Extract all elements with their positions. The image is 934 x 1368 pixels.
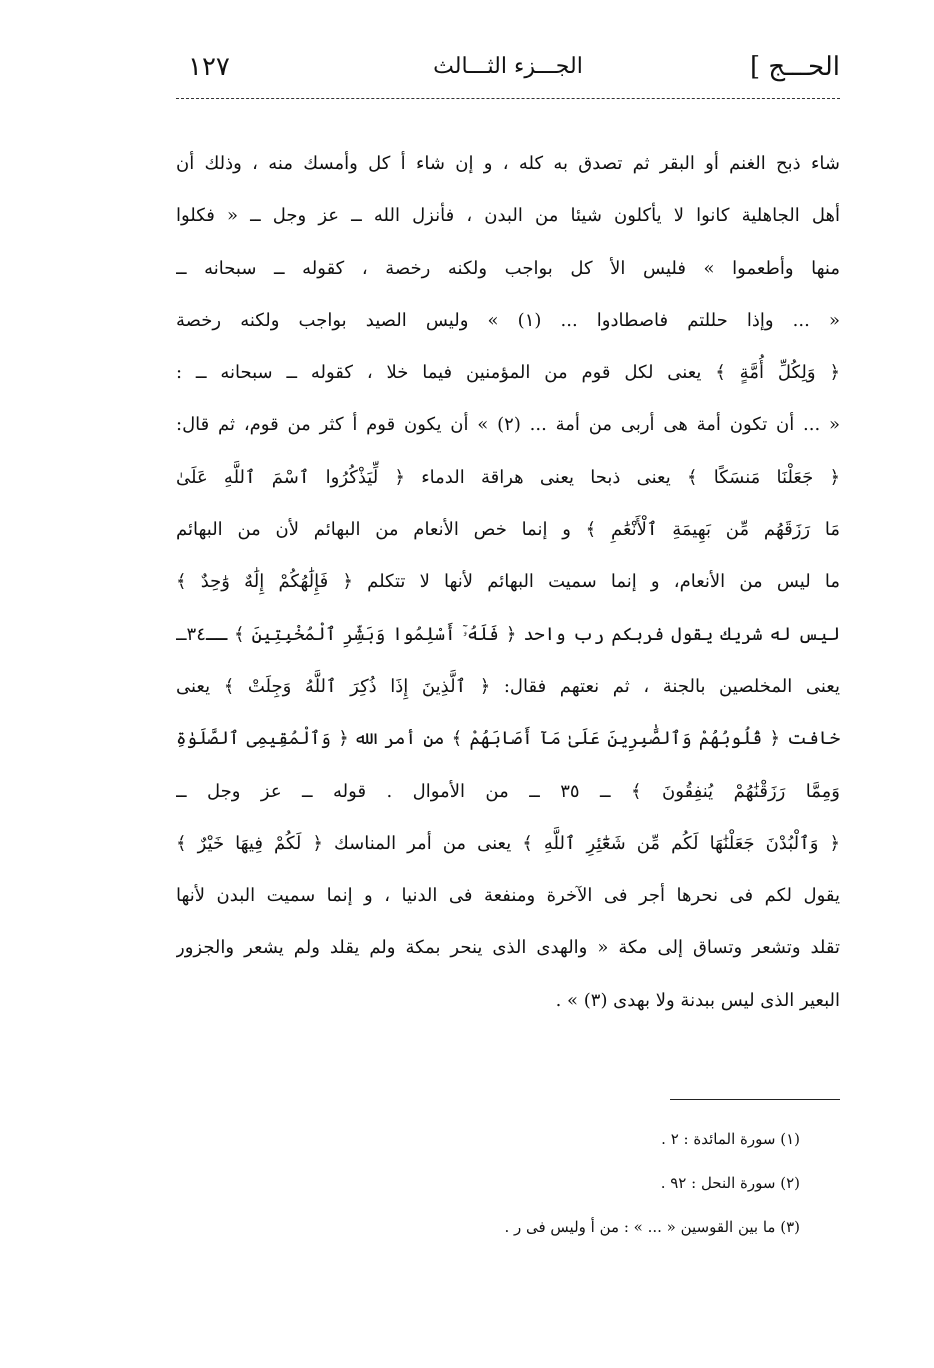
text-line: ﴿ وَلِكُلِّ أُمَّةٍ ﴾ يعنى لكل قوم من المؤمنين فيما خلا ، كقوله ــ سبحانه ــ : bbox=[176, 362, 840, 384]
text-line: ليس له شريك يقول فربكم رب واحد ﴿ فَلَهُۥٓ أَسْلِمُوا وَبَشِّرِ ٱلْمُخْبِتِينَ ﴾ ــ٣٤ــ bbox=[176, 623, 840, 645]
footnotes bbox=[300, 1124, 800, 1256]
text-line: تقلد وتشعر وتساق إلى مكة « والهدى الذى ينحر بمكة ولم يقلد ولم يشعر والجزور bbox=[176, 937, 840, 959]
text-line: شاء ذبح الغنم أو البقر ثم تصدق به كله ، و إن شاء أ كل وأمسك منه ، وذلك أن bbox=[176, 153, 840, 174]
footnote: (٣) ما بين القوسين « ... » : من أ وليس فى ر . bbox=[504, 1218, 800, 1236]
text-line: يعنى المخلصين بالجنة ، ثم نعتهم فقال: ﴿ ٱلَّذِينَ إِذَا ذُكِرَ ٱللَّهُ وَجِلَتْ ﴾ يعنى bbox=[176, 675, 840, 697]
text-line: البعير الذى ليس ببدنة ولا بهدى (٣) » . bbox=[555, 989, 840, 1011]
footnote: (٢) سورة النحل : ٩٢ . bbox=[660, 1174, 800, 1192]
text-line: خافت ﴿ قُلُوبُهُمْ وَٱلصَّٰبِرِينَ عَلَىٰ مَآ أَصَابَهُمْ ﴾ من أمر الله ﴿ وَٱلْمُقِيمِى ٱلصَّلَوٰةِ bbox=[176, 728, 840, 750]
text-line: ﴿ جَعَلْنَا مَنسَكًا ﴾ يعنى ذبحا يعنى هراقة الدماء ﴿ لِّيَذْكُرُوا ٱسْمَ ٱللَّهِ عَلَىٰ bbox=[176, 466, 840, 488]
volume-title: الجـــزء الثـــالث bbox=[433, 54, 583, 79]
footnote-divider bbox=[670, 1099, 840, 1100]
footnote: (١) سورة المائدة : ٢ . bbox=[661, 1130, 800, 1148]
text-line: ﴿ وَٱلْبُدْنَ جَعَلْنَٰهَا لَكُم مِّن شَعَٰٓئِرِ ٱللَّهِ ﴾ يعنى من أمر المناسك ﴿ لَكُمْ فِيهَا خَيْرٌ ﴾ bbox=[176, 832, 840, 854]
section-title: الحـــج ] bbox=[750, 52, 840, 82]
header-divider bbox=[176, 98, 840, 99]
text-line: منها وأطعموا » فليس الأ كل بواجب ولكنه رخصة ، كقوله ــ سبحانه ــ bbox=[176, 257, 840, 279]
text-line: « ... أن تكون أمة هى أربى من أمة ... (٢) » أن يكون قوم أ كثر من قوم، ثم قال: bbox=[176, 414, 840, 436]
text-line: مَا رَزَقَهُم مِّن بَهِيمَةِ ٱلْأَنْعَٰمِ ﴾ و إنما خص الأنعام من البهائم لأن من البهائم bbox=[176, 519, 840, 541]
main-text bbox=[176, 138, 840, 1027]
text-line: « ... وإذا حللتم فاصطادوا ... (١) » وليس الصيد بواجب ولكنه رخصة bbox=[176, 309, 840, 331]
text-line: يقول لكم فى نحرها أجر فى الآخرة ومنفعة فى الدنيا ، و إنما سميت البدن لأنها bbox=[176, 885, 840, 907]
text-line: ما ليس من الأنعام، و إنما سميت البهائم لأنها لا تتكلم ﴿ فَإِلَٰهُكُمْ إِلَٰهٌ وَٰحِدٌ ﴾ bbox=[176, 571, 840, 593]
text-line: أهل الجاهلية كانوا لا يأكلون شيئا من البدن ، فأنزل الله ــ عز وجل ــ « فكلوا bbox=[176, 205, 840, 227]
page-number: ١٢٧ bbox=[188, 52, 230, 82]
running-header bbox=[176, 52, 840, 96]
text-line: وَمِمَّا رَزَقْنَٰهُمْ يُنفِقُونَ ﴾ ــ ٣٥ ــ من الأموال . قوله ــ عز وجل ــ bbox=[176, 780, 840, 802]
